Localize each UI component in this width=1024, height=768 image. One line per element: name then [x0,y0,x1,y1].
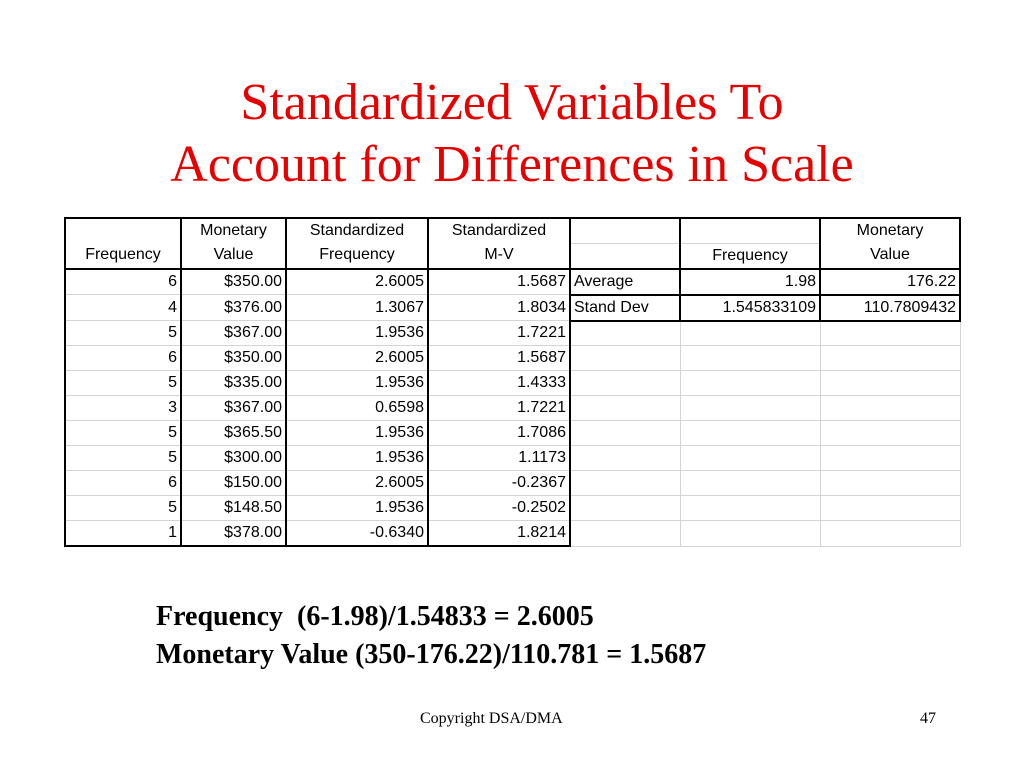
header-cell: Value [181,243,286,269]
table-cell: $350.00 [181,346,286,371]
table-cell: 1.9536 [286,496,428,521]
slide-title-line-2: Account for Differences in Scale [170,136,854,193]
table-cell: $335.00 [181,371,286,396]
table-cell [570,446,680,471]
table-cell: $367.00 [181,321,286,346]
table-cell: $367.00 [181,396,286,421]
header-row-2 [65,243,960,269]
table-cell: 1.4333 [428,371,570,396]
table-cell: 1.8214 [428,521,570,547]
copyright-footer: Copyright DSA/DMA [420,710,563,727]
header-cell: Monetary [820,218,960,243]
table-cell: 1.3067 [286,295,428,321]
table-cell: 1.9536 [286,321,428,346]
table-cell [820,421,960,446]
header-cell: M-V [428,243,570,269]
table-cell [570,346,680,371]
table-cell [570,421,680,446]
slide-title [0,72,1024,196]
table-cell [570,321,680,346]
table-cell [570,521,680,547]
slide-title-line-1: Standardized Variables To [240,74,784,131]
table-cell [570,496,680,521]
table-cell [680,446,820,471]
table-row [65,446,960,471]
table-row [65,295,960,321]
formula-frequency: Frequency (6-1.98)/1.54833 = 2.6005 [156,601,594,632]
table-cell: 5 [65,371,181,396]
header-cell: Monetary [181,218,286,243]
table-cell: $378.00 [181,521,286,547]
table-cell [820,471,960,496]
table-cell [820,496,960,521]
header-cell [65,218,181,243]
table-row [65,396,960,421]
table-cell: 4 [65,295,181,321]
table-cell: $300.00 [181,446,286,471]
table-cell: 1.7221 [428,321,570,346]
table-cell: 110.7809432 [820,295,960,321]
table-cell [820,321,960,346]
table-cell: 2.6005 [286,346,428,371]
table-cell: $376.00 [181,295,286,321]
header-cell [570,218,680,243]
table-cell [570,371,680,396]
table-cell: Stand Dev [570,295,680,321]
table-row [65,421,960,446]
page-number: 47 [920,710,936,727]
table-cell: 1.9536 [286,371,428,396]
table-cell: 1.7221 [428,396,570,421]
table-cell: 1.98 [680,269,820,295]
table-cell: -0.6340 [286,521,428,547]
header-cell [570,243,680,269]
table-cell: 2.6005 [286,269,428,295]
table-cell [570,471,680,496]
table-cell [680,321,820,346]
table-cell: 5 [65,496,181,521]
table-row [65,346,960,371]
table-cell: 6 [65,471,181,496]
table-cell: 5 [65,321,181,346]
header-cell: Frequency [680,243,820,269]
header-cell: Frequency [65,243,181,269]
table-cell: 1.9536 [286,446,428,471]
table-cell: $350.00 [181,269,286,295]
table-cell: 1.7086 [428,421,570,446]
table-cell [570,396,680,421]
table-cell [680,346,820,371]
table-cell [680,471,820,496]
table-row [65,471,960,496]
table-cell: 6 [65,269,181,295]
table-cell [820,446,960,471]
table-cell: 2.6005 [286,471,428,496]
header-cell: Value [820,243,960,269]
formula-monetary-value: Monetary Value (350-176.22)/110.781 = 1.5687 [156,639,707,670]
table-cell [680,496,820,521]
table-row [65,521,960,547]
table-cell: 1.545833109 [680,295,820,321]
table-row [65,269,960,295]
table-cell [820,371,960,396]
table-cell: $150.00 [181,471,286,496]
table-row [65,321,960,346]
table-cell: -0.2502 [428,496,570,521]
table-body [65,218,960,546]
table-cell: 5 [65,421,181,446]
table-cell: 0.6598 [286,396,428,421]
table-cell: $148.50 [181,496,286,521]
table-cell: Average [570,269,680,295]
table-cell [820,521,960,547]
table-cell [820,346,960,371]
table-cell: -0.2367 [428,471,570,496]
table-cell: 1.5687 [428,346,570,371]
table-cell: 1 [65,521,181,547]
table-cell: 1.1173 [428,446,570,471]
table-cell: 1.5687 [428,269,570,295]
table-cell [680,396,820,421]
table-cell: 6 [65,346,181,371]
table-row [65,496,960,521]
formula-notes [156,598,706,674]
table-cell [680,521,820,547]
table-row [65,371,960,396]
header-row-1 [65,218,960,243]
table-cell [680,421,820,446]
table-cell: 1.9536 [286,421,428,446]
header-cell: Standardized [286,218,428,243]
header-cell: Frequency [286,243,428,269]
spreadsheet-table [64,217,961,547]
header-cell: Standardized [428,218,570,243]
table-cell [680,371,820,396]
table-cell: 176.22 [820,269,960,295]
table-cell: $365.50 [181,421,286,446]
header-cell [680,218,820,243]
table-cell: 3 [65,396,181,421]
table-cell [820,396,960,421]
table-cell: 1.8034 [428,295,570,321]
table-cell: 5 [65,446,181,471]
